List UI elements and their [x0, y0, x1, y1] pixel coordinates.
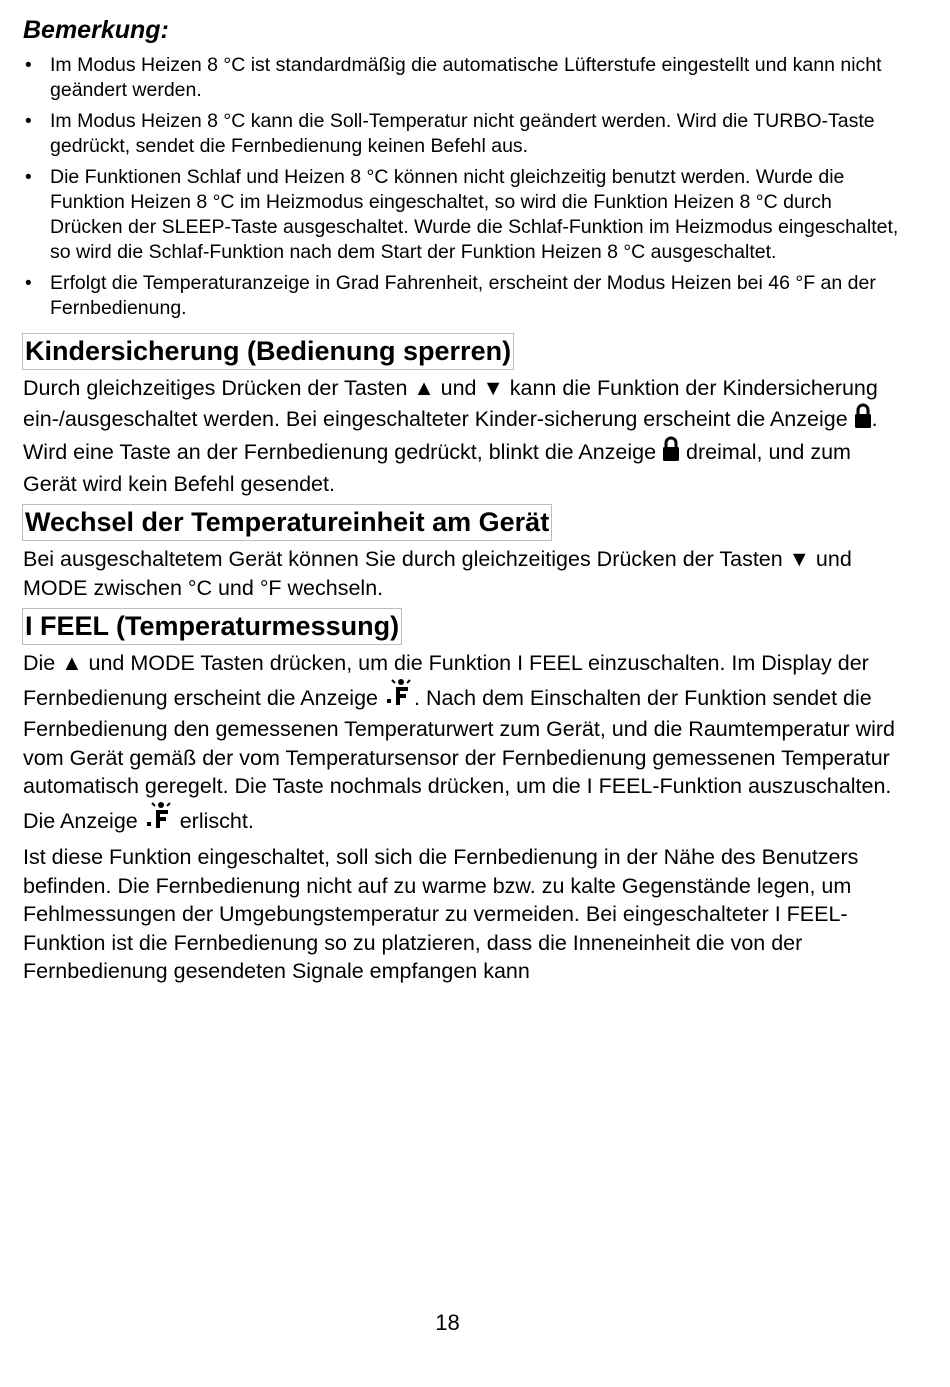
child-lock-text-1: Durch gleichzeitiges Drücken der Tasten ▲ und ▼ kann die Funktion der Kindersicherung ein-/ausgeschaltet werden. Bei eingeschalteter Kinder-sicherung erscheint die Anzeige [23, 376, 878, 431]
remark-item: • Im Modus Heizen 8 °C ist standardmäßig die automatische Lüfterstufe eingestellt und kann nicht geändert werden. [23, 53, 903, 103]
ifeel-text-a: Die ▲ und MODE Tasten drücken, um die Funktion I FEEL einzuschalten. Im Display der Fernbedienung erscheint die Anzeige [23, 651, 869, 710]
ifeel-text-c: erlischt. [179, 808, 254, 833]
child-lock-paragraph [23, 374, 903, 498]
remark-item: • Im Modus Heizen 8 °C kann die Soll-Temperatur nicht geändert werden. Wird die TURBO-Taste gedrückt, sendet die Fernbedienung keinen Befehl aus. [23, 109, 903, 159]
ifeel-paragraph-1 [23, 649, 903, 838]
lock-icon [854, 403, 872, 437]
child-lock-text-3: dreimal, und zum Gerät wird kein Befehl gesendet. [23, 440, 851, 496]
remark-item: • Erfolgt die Temperaturanzeige in Grad Fahrenheit, erscheint der Modus Heizen bei 46 °F an der Fernbedienung. [23, 271, 903, 321]
temp-unit-paragraph: Bei ausgeschaltetem Gerät können Sie durch gleichzeitiges Drücken der Tasten ▼ und MODE zwischen °C und °F wechseln. [23, 547, 852, 600]
child-lock-text-2: . Wird eine Taste an der Fernbedienung gedrückt, blinkt die Anzeige [23, 406, 878, 464]
ifeel-paragraph-2: Ist diese Funktion eingeschaltet, soll sich die Fernbedienung in der Nähe des Benutzers befinden. Die Fernbedienung nicht auf zu warme bzw. zu kalte Gegenstände legen, um Fehlmessungen der Umgebungstemperatur zu vermeiden. Bei eingeschalteter I FEEL-Funktion ist die Fernbedienung so zu platzieren, dass die Inneneinheit die von der Fernbedienung gesendeten Signale empfangen kann [23, 845, 859, 983]
child-lock-heading: Kindersicherung (Bedienung sperren) [22, 333, 514, 370]
ifeel-text-b: . Nach dem Einschalten der Funktion sendet die Fernbedienung den gemessenen Temperaturwert zum Gerät, und die Raumtemperatur wird vom Gerät gemäß der vom Temperatursensor der Fernbedienung gemessenen Temperatur automatisch geregelt. Die Taste nochmals drücken, um die I FEEL-Funktion auszuschalten. Die Anzeige [23, 685, 896, 833]
remark-list [23, 53, 903, 321]
temp-unit-heading: Wechsel der Temperatureinheit am Gerät [22, 504, 552, 541]
manual-page [23, 14, 903, 986]
page-number: 18 [435, 1310, 460, 1335]
ifeel-heading: I FEEL (Temperaturmessung) [22, 608, 402, 645]
remark-item: • Die Funktionen Schlaf und Heizen 8 °C können nicht gleichzeitig benutzt werden. Wurde die Funktion Heizen 8 °C im Heizmodus eingeschaltet, so wird die Funktion Heizen 8 °C durch Drücken der SLEEP-Taste ausgeschaltet. Wurde die Schlaf-Funktion im Heizmodus eingeschaltet, so wird die Schlaf-Funktion nach dem Start der Funktion Heizen 8 °C ausgeschaltet. [23, 165, 903, 265]
ifeel-person-icon [144, 801, 174, 839]
lock-icon [662, 436, 680, 470]
ifeel-person-icon [384, 678, 414, 716]
remark-title: Bemerkung: [23, 16, 169, 44]
